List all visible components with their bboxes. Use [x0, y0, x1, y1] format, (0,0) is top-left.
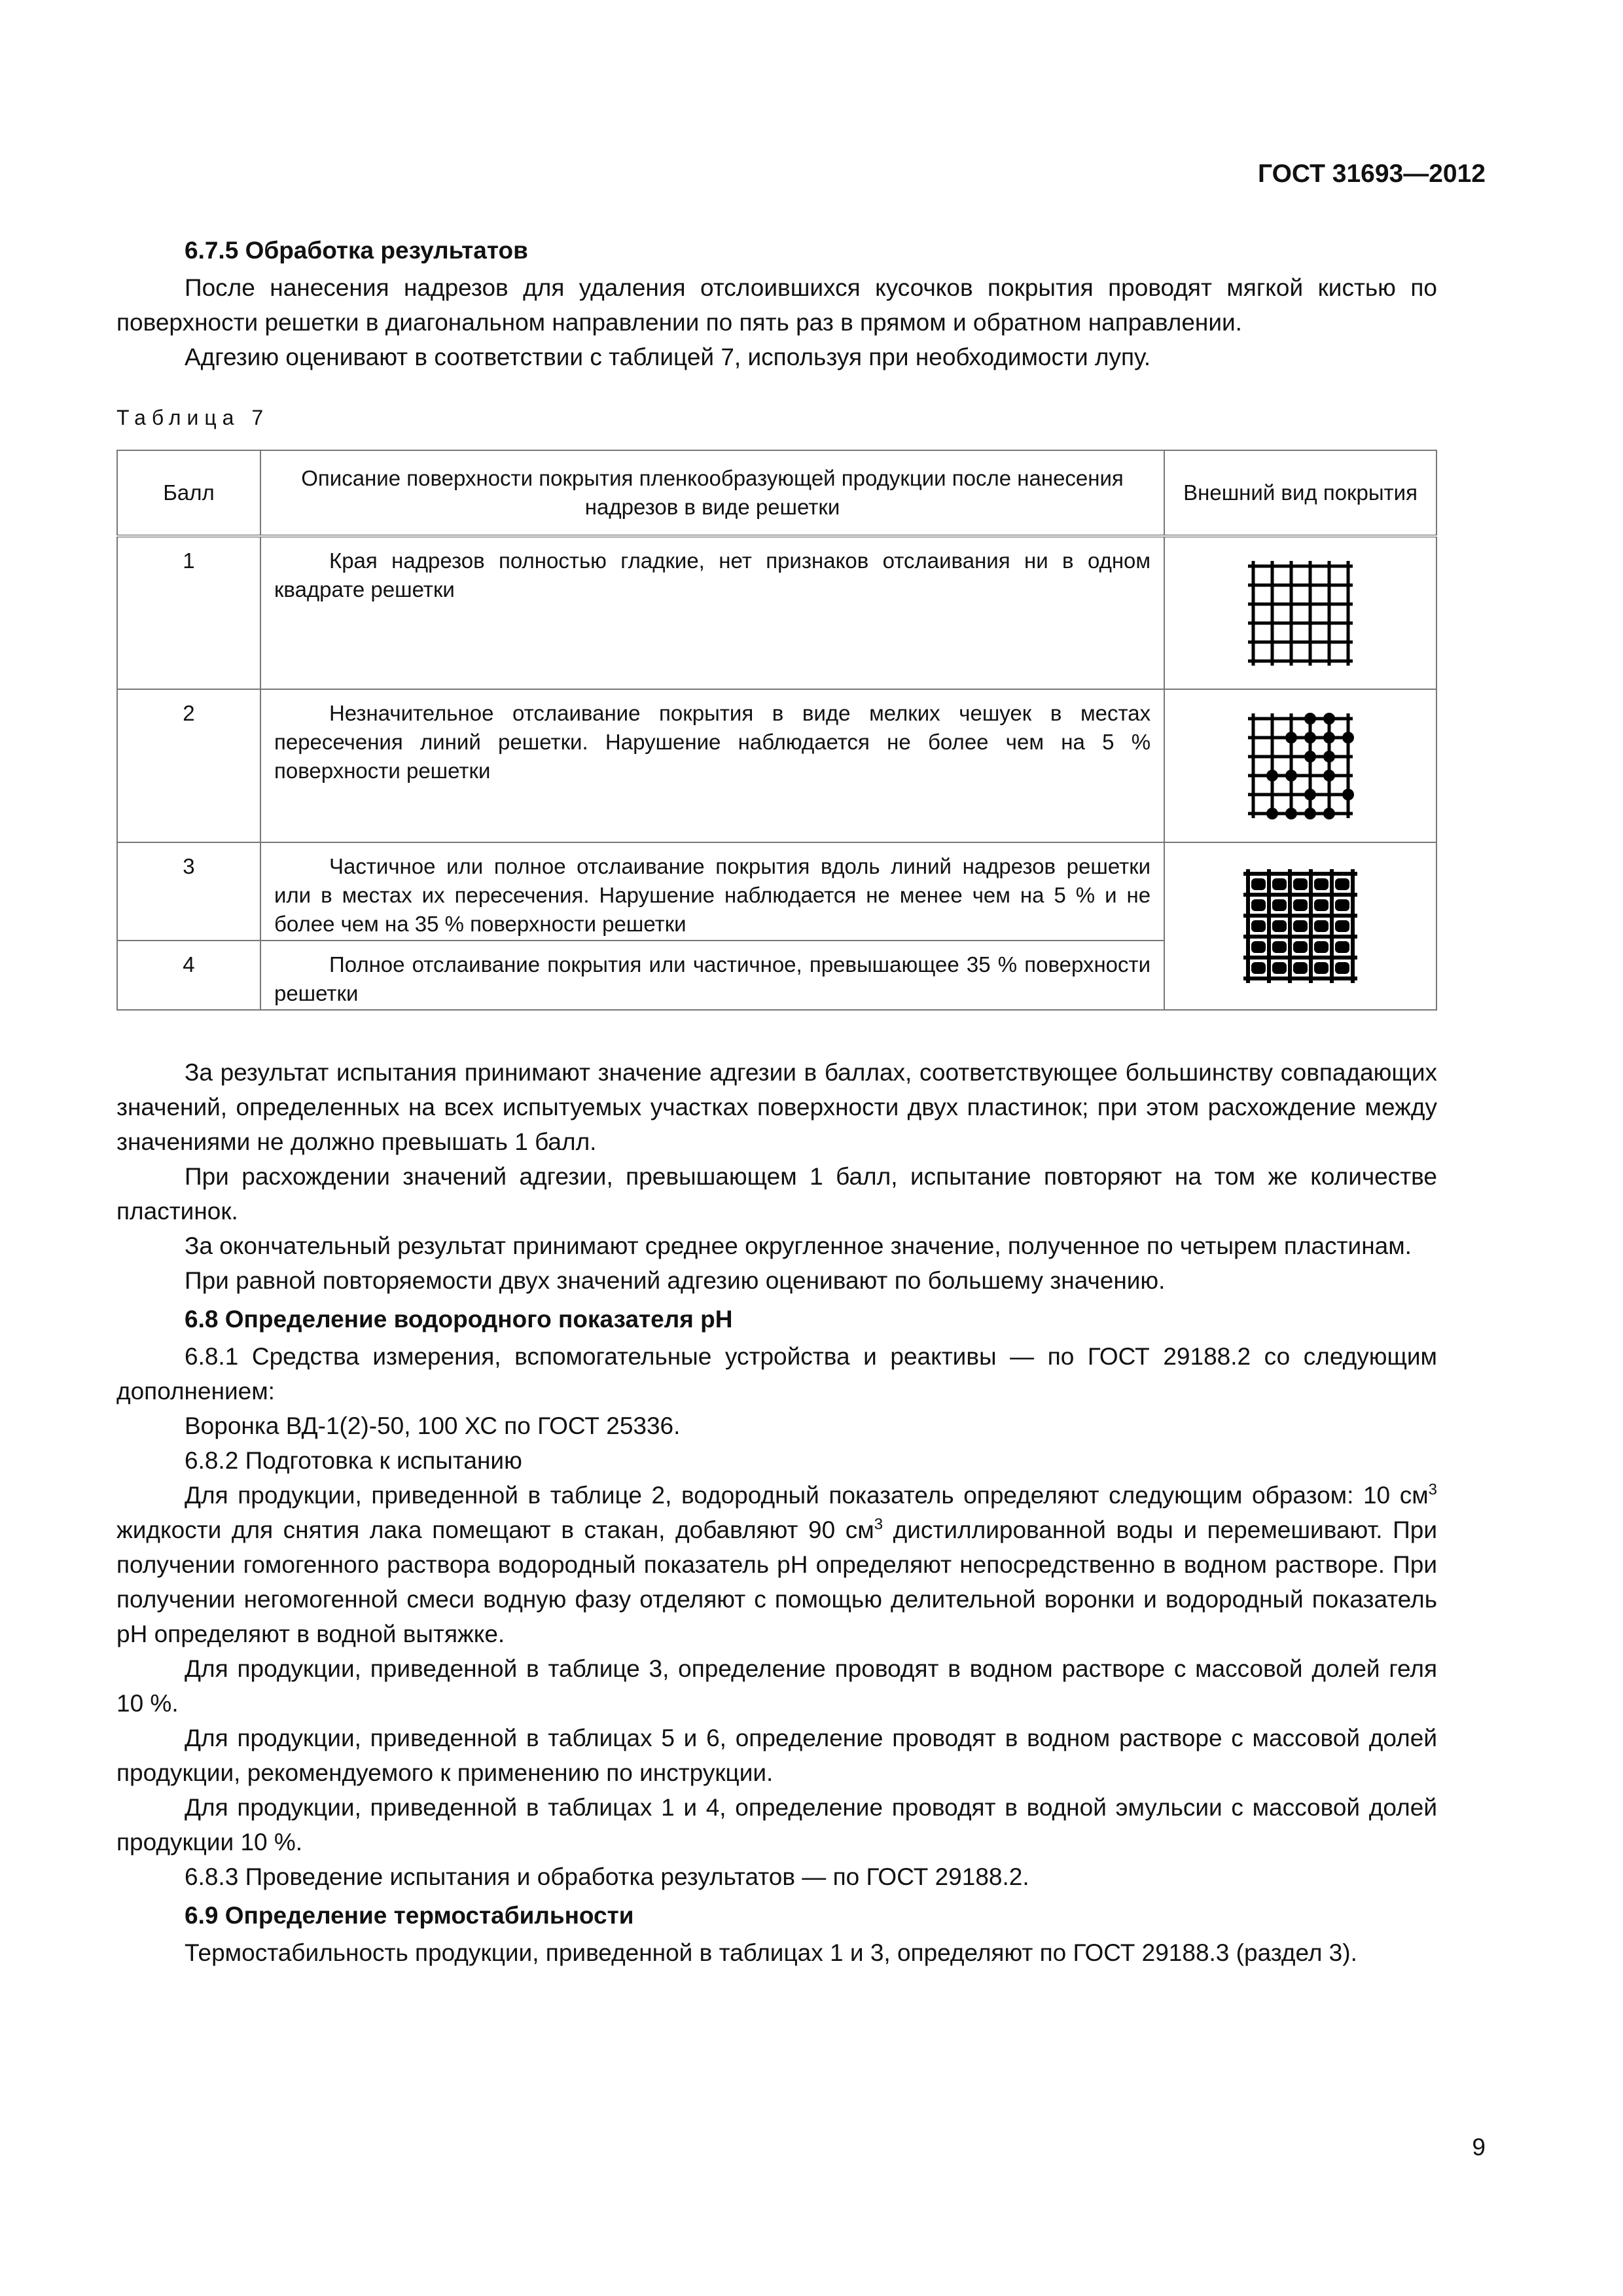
section-heading-6-7-5: 6.7.5 Обработка результатов [185, 237, 528, 264]
paragraph: При равной повторяемости двух значений адгезию оценивают по большему значению. [185, 1267, 1166, 1294]
cell-description: Полное отслаивание покрытия или частичное, превышающее 35 % поверхности решетки [260, 941, 1164, 1010]
cell-ball: 3 [117, 842, 260, 941]
grid-flaking-image [1241, 707, 1359, 825]
paragraph: Для продукции, приведенной в таблицах 1 и 4, определение проводят в водной эмульсии с массовой долей продукции 10 %. [116, 1794, 1437, 1856]
cell-appearance [1164, 842, 1436, 1010]
grid-intact-image [1241, 554, 1359, 672]
paragraph: Для продукции, приведенной в таблице 2, водородный показатель определяют следующим образом: 10 $см^3$ жидкости для снятия лака помещают в стакан, добавляют 90 $см^3$ дистиллированной воды и перемешивают. При получении гомогенного раствора водородный показатель pH определяют непосредственно в водном растворе. При получении негомогенной смеси водную фазу отделяют с помощью делительной воронки и водородный показатель pH определяют в водной вытяжке. [116, 1480, 1438, 1647]
document-body [116, 229, 1437, 1970]
cell-description: Края надрезов полностью гладкие, нет признаков отслаивания ни в одном квадрате решетки [260, 536, 1164, 689]
paragraph: За окончательный результат принимают среднее округленное значение, полученное по четырем пластинам. [185, 1232, 1412, 1259]
cell-ball: 1 [117, 536, 260, 689]
table-row [117, 842, 1436, 941]
cell-ball: 4 [117, 941, 260, 1010]
table-row [117, 536, 1436, 689]
paragraph: При расхождении значений адгезии, превышающем 1 балл, испытание повторяют на том же количестве пластинок. [116, 1163, 1437, 1225]
cell-ball: 2 [117, 689, 260, 842]
paragraph: После нанесения надрезов для удаления отслоившихся кусочков покрытия проводят мягкой кистью по поверхности решетки в диагональном направлении по пять раз в прямом и обратном направлении. [116, 274, 1437, 336]
paragraph: Термостабильность продукции, приведенной в таблицах 1 и 3, определяют по ГОСТ 29188.3 (раздел 3). [185, 1939, 1357, 1966]
paragraph: Для продукции, приведенной в таблице 3, определение проводят в водном растворе с массовой долей геля 10 %. [116, 1655, 1437, 1717]
table-caption: Таблица 7 [116, 406, 270, 429]
paragraph: Адгезию оценивают в соответствии с таблицей 7, используя при необходимости лупу. [185, 344, 1151, 370]
cell-appearance [1164, 536, 1436, 689]
section-heading-6-8: 6.8 Определение водородного показателя pH [185, 1306, 733, 1333]
paragraph: За результат испытания принимают значение адгезии в баллах, соответствующее большинству совпадающих значений, определенных на всех испытуемых участках поверхности двух пластинок; при этом расхождение между значениями не должно превышать 1 балл. [116, 1059, 1437, 1155]
paragraph: 6.8.1 Средства измерения, вспомогательные устройства и реактивы — по ГОСТ 29188.2 со следующим дополнением: [116, 1343, 1437, 1405]
header-appearance: Внешний вид покрытия [1164, 450, 1436, 536]
table-7 [116, 450, 1437, 1011]
header-description: Описание поверхности покрытия пленкообразующей продукции после нанесения надрезов в виде решетки [260, 450, 1164, 536]
paragraph: Для продукции, приведенной в таблицах 5 и 6, определение проводят в водном растворе с массовой долей продукции, рекомендуемого к применению по инструкции. [116, 1725, 1437, 1786]
table-row [117, 689, 1436, 842]
cell-description: Незначительное отслаивание покрытия в виде мелких чешуек в местах пересечения линий решетки. Нарушение наблюдается не более чем на 5 % поверхности решетки [260, 689, 1164, 842]
grid-peeling-image [1238, 864, 1363, 988]
table-header-row [117, 450, 1436, 536]
paragraph: 6.8.2 Подготовка к испытанию [185, 1447, 522, 1474]
header-ball: Балл [117, 450, 260, 536]
doc-code: ГОСТ 31693—2012 [1258, 160, 1486, 188]
cell-appearance [1164, 689, 1436, 842]
cell-description: Частичное или полное отслаивание покрытия вдоль линий надрезов решетки или в местах их пересечения. Нарушение наблюдается не менее чем на 5 % и не более чем на 35 % поверхности решетки [260, 842, 1164, 941]
paragraph: 6.8.3 Проведение испытания и обработка результатов — по ГОСТ 29188.2. [185, 1863, 1029, 1890]
page-number: 9 [1472, 2134, 1486, 2161]
section-heading-6-9: 6.9 Определение термостабильности [185, 1902, 634, 1929]
paragraph: Воронка ВД-1(2)-50, 100 ХС по ГОСТ 25336. [185, 1412, 681, 1439]
